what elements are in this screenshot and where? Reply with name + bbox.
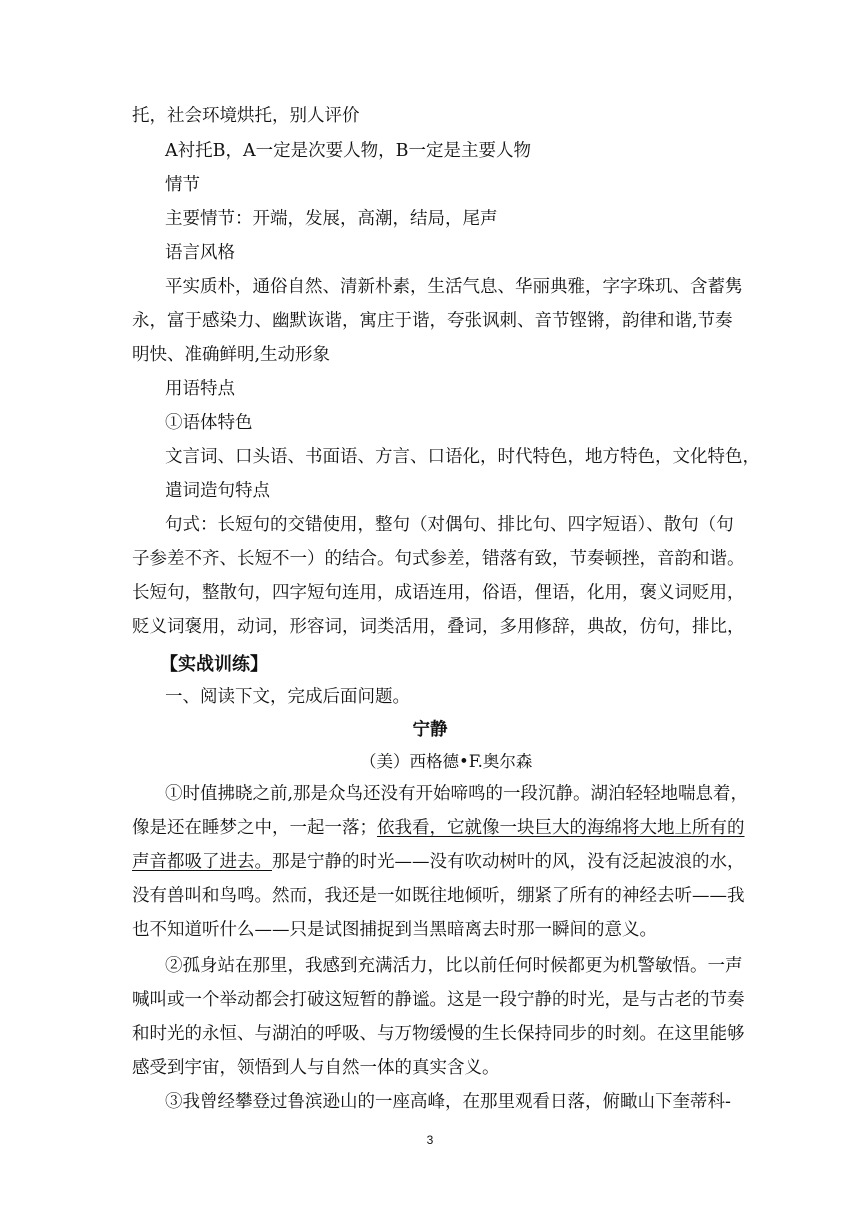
paragraph-line: ①时值拂晓之前,那是众鸟还没有开始啼鸣的一段沉静。湖泊轻轻地喘息着， bbox=[165, 784, 749, 804]
page-number: 3 bbox=[426, 1133, 434, 1147]
text-line: 语言风格 bbox=[165, 243, 235, 263]
text-line: ①语体特色 bbox=[165, 413, 253, 433]
task-instruction: 一、阅读下文，完成后面问题。 bbox=[165, 687, 410, 707]
text-line: 遣词造句特点 bbox=[165, 481, 270, 501]
article-title: 宁静 bbox=[412, 720, 448, 740]
article-author: （美）西格德•F.奥尔森 bbox=[360, 752, 533, 771]
paragraph-line: 喊叫或一个举动都会打破这短暂的静谧。这是一段宁静的时光，是与古老的节奏 bbox=[132, 990, 745, 1010]
text-line: A衬托B，A一定是次要人物，B一定是主要人物 bbox=[165, 141, 531, 161]
text-line: 子参差不齐、长短不一）的结合。句式参差，错落有致，节奏顿挫，音韵和谐。 bbox=[132, 549, 745, 569]
text-line: 句式：长短句的交错使用，整句（对偶句、排比句、四字短语）、散句（句 bbox=[165, 515, 734, 535]
text-line: 长短句，整散句，四字短句连用，成语连用，俗语，俚语，化用，褒义词贬用， bbox=[132, 583, 745, 603]
text-line: 托，社会环境烘托，别人评价 bbox=[132, 106, 360, 126]
paragraph-line: ②孤身站在那里，我感到充满活力，比以前任何时候都更为机警敏悟。一声 bbox=[165, 956, 743, 976]
paragraph-line bbox=[132, 850, 745, 874]
section-heading: 【实战训练】 bbox=[160, 654, 268, 675]
paragraph-line: 没有兽叫和鸟鸣。然而，我还是一如既往地倾听，绷紧了所有的神经去听——我 bbox=[132, 886, 745, 906]
text-line: 永，富于感染力、幽默诙谐，寓庄于谐，夸张讽刺、音节铿锵，韵律和谐,节奏 bbox=[132, 311, 733, 331]
paragraph-line: 也不知道听什么——只是试图捕捉到当黑暗离去时那一瞬间的意义。 bbox=[132, 920, 657, 940]
plain-text: 那是宁静的时光——没有吹动树叶的风，没有泛起波浪的水， bbox=[272, 852, 745, 872]
paragraph-line: ③我曾经攀登过鲁滨逊山的一座高峰，在那里观看日落，俯瞰山下奎蒂科- bbox=[165, 1092, 731, 1112]
text-line: 平实质朴，通俗自然、清新朴素，生活气息、华丽典雅，字字珠玑、含蓄隽 bbox=[165, 277, 743, 297]
text-line: 情节 bbox=[165, 175, 200, 195]
text-line: 主要情节：开端，发展，高潮，结局，尾声 bbox=[165, 209, 498, 229]
paragraph-line: 和时光的永恒、与湖泊的呼吸、与万物缓慢的生长保持同步的时刻。在这里能够 bbox=[132, 1024, 745, 1044]
underlined-text: 声音都吸了进去。 bbox=[132, 852, 272, 872]
text-line: 贬义词褒用，动词，形容词，词类活用，叠词，多用修辞，典故，仿句，排比， bbox=[132, 617, 745, 637]
paragraph-line: 感受到宇宙，领悟到人与自然一体的真实含义。 bbox=[132, 1058, 500, 1078]
paragraph-line bbox=[132, 816, 745, 840]
underlined-text: 依我看，它就像一块巨大的海绵将大地上所有的 bbox=[377, 818, 745, 838]
text-line: 文言词、口头语、书面语、方言、口语化，时代特色，地方特色，文化特色， bbox=[165, 447, 760, 467]
text-line: 用语特点 bbox=[165, 379, 235, 399]
plain-text: 像是还在睡梦之中，一起一落； bbox=[132, 818, 377, 838]
text-line: 明快、准确鲜明,生动形象 bbox=[132, 345, 331, 365]
